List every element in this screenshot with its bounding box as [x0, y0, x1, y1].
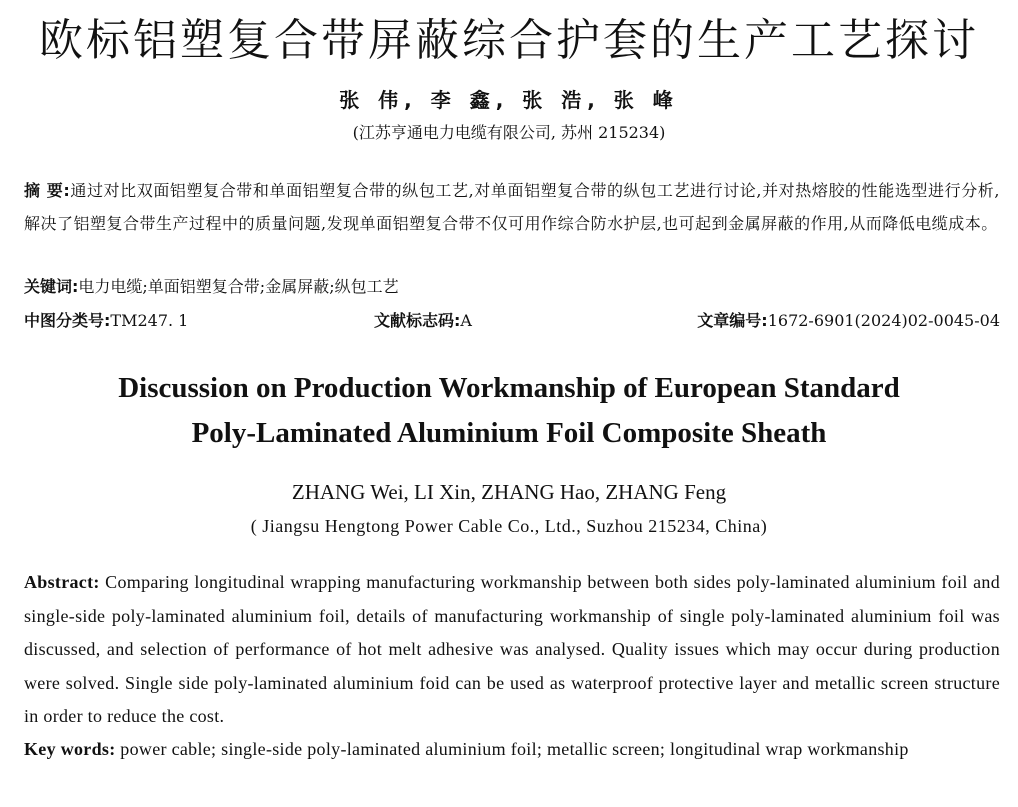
- clc-value: TM247. 1: [110, 311, 189, 330]
- article-number-value: 1672-6901(2024)02-0045-04: [767, 311, 1000, 330]
- chinese-abstract: [24, 174, 1000, 240]
- english-abstract: [24, 566, 1000, 734]
- clc-label: 中图分类号:: [24, 311, 111, 330]
- chinese-keywords: [24, 274, 1000, 297]
- english-title-line-2: Poly-Laminated Aluminium Foil Composite Sheath: [191, 417, 827, 449]
- english-keywords: [24, 733, 1000, 767]
- chinese-title: 欧标铝塑复合带屏蔽综合护套的生产工艺探讨: [39, 15, 979, 66]
- english-keywords-text: power cable; single-side poly-laminated aluminium foil; metallic screen; longitudinal wrap workmanship: [115, 739, 909, 759]
- chinese-keywords-text: 电力电缆;单面铝塑复合带;金属屏蔽;纵包工艺: [78, 277, 399, 296]
- english-abstract-label: Abstract:: [24, 572, 100, 592]
- english-title: [0, 366, 1018, 456]
- english-keywords-label: Key words:: [24, 739, 116, 759]
- chinese-keywords-label: 关键词:: [24, 277, 79, 296]
- clc-number: [24, 308, 188, 331]
- article-number: [697, 308, 1000, 331]
- document-code-label: 文献标志码:: [374, 311, 461, 330]
- chinese-abstract-label: 摘 要:: [24, 181, 71, 200]
- chinese-affiliation: (江苏亨通电力电缆有限公司, 苏州 215234): [352, 123, 666, 142]
- chinese-authors: 张 伟, 李 鑫, 张 浩, 张 峰: [339, 88, 679, 112]
- document-code: [374, 308, 472, 331]
- chinese-abstract-text: 通过对比双面铝塑复合带和单面铝塑复合带的纵包工艺,对单面铝塑复合带的纵包工艺进行讨论,并对热熔胶的性能选型进行分析,解决了铝塑复合带生产过程中的质量问题,发现单面铝塑复合带不仅可用作综合防水护层,也可起到金属屏蔽的作用,从而降低电缆成本。: [24, 181, 1000, 233]
- english-authors: ZHANG Wei, LI Xin, ZHANG Hao, ZHANG Feng: [291, 480, 727, 504]
- classification-row: [24, 308, 1000, 332]
- english-affiliation: ( Jiangsu Hengtong Power Cable Co., Ltd., Suzhou 215234, China): [250, 516, 768, 536]
- english-abstract-text: Comparing longitudinal wrapping manufacturing workmanship between both sides poly-laminated aluminium foil and single-side poly-laminated aluminium foil, details of manufacturing workmanship of single poly-laminated aluminium foil was discussed, and selection of performance of hot melt adhesive was analysed. Quality issues which may occur during production were solved. Single side poly-laminated aluminium foid can be used as waterproof protective layer and metallic screen structure in order to reduce the cost.: [24, 572, 1000, 726]
- document-code-value: A: [460, 311, 472, 330]
- article-number-label: 文章编号:: [697, 311, 768, 330]
- english-title-line-1: Discussion on Production Workmanship of European Standard: [118, 372, 900, 404]
